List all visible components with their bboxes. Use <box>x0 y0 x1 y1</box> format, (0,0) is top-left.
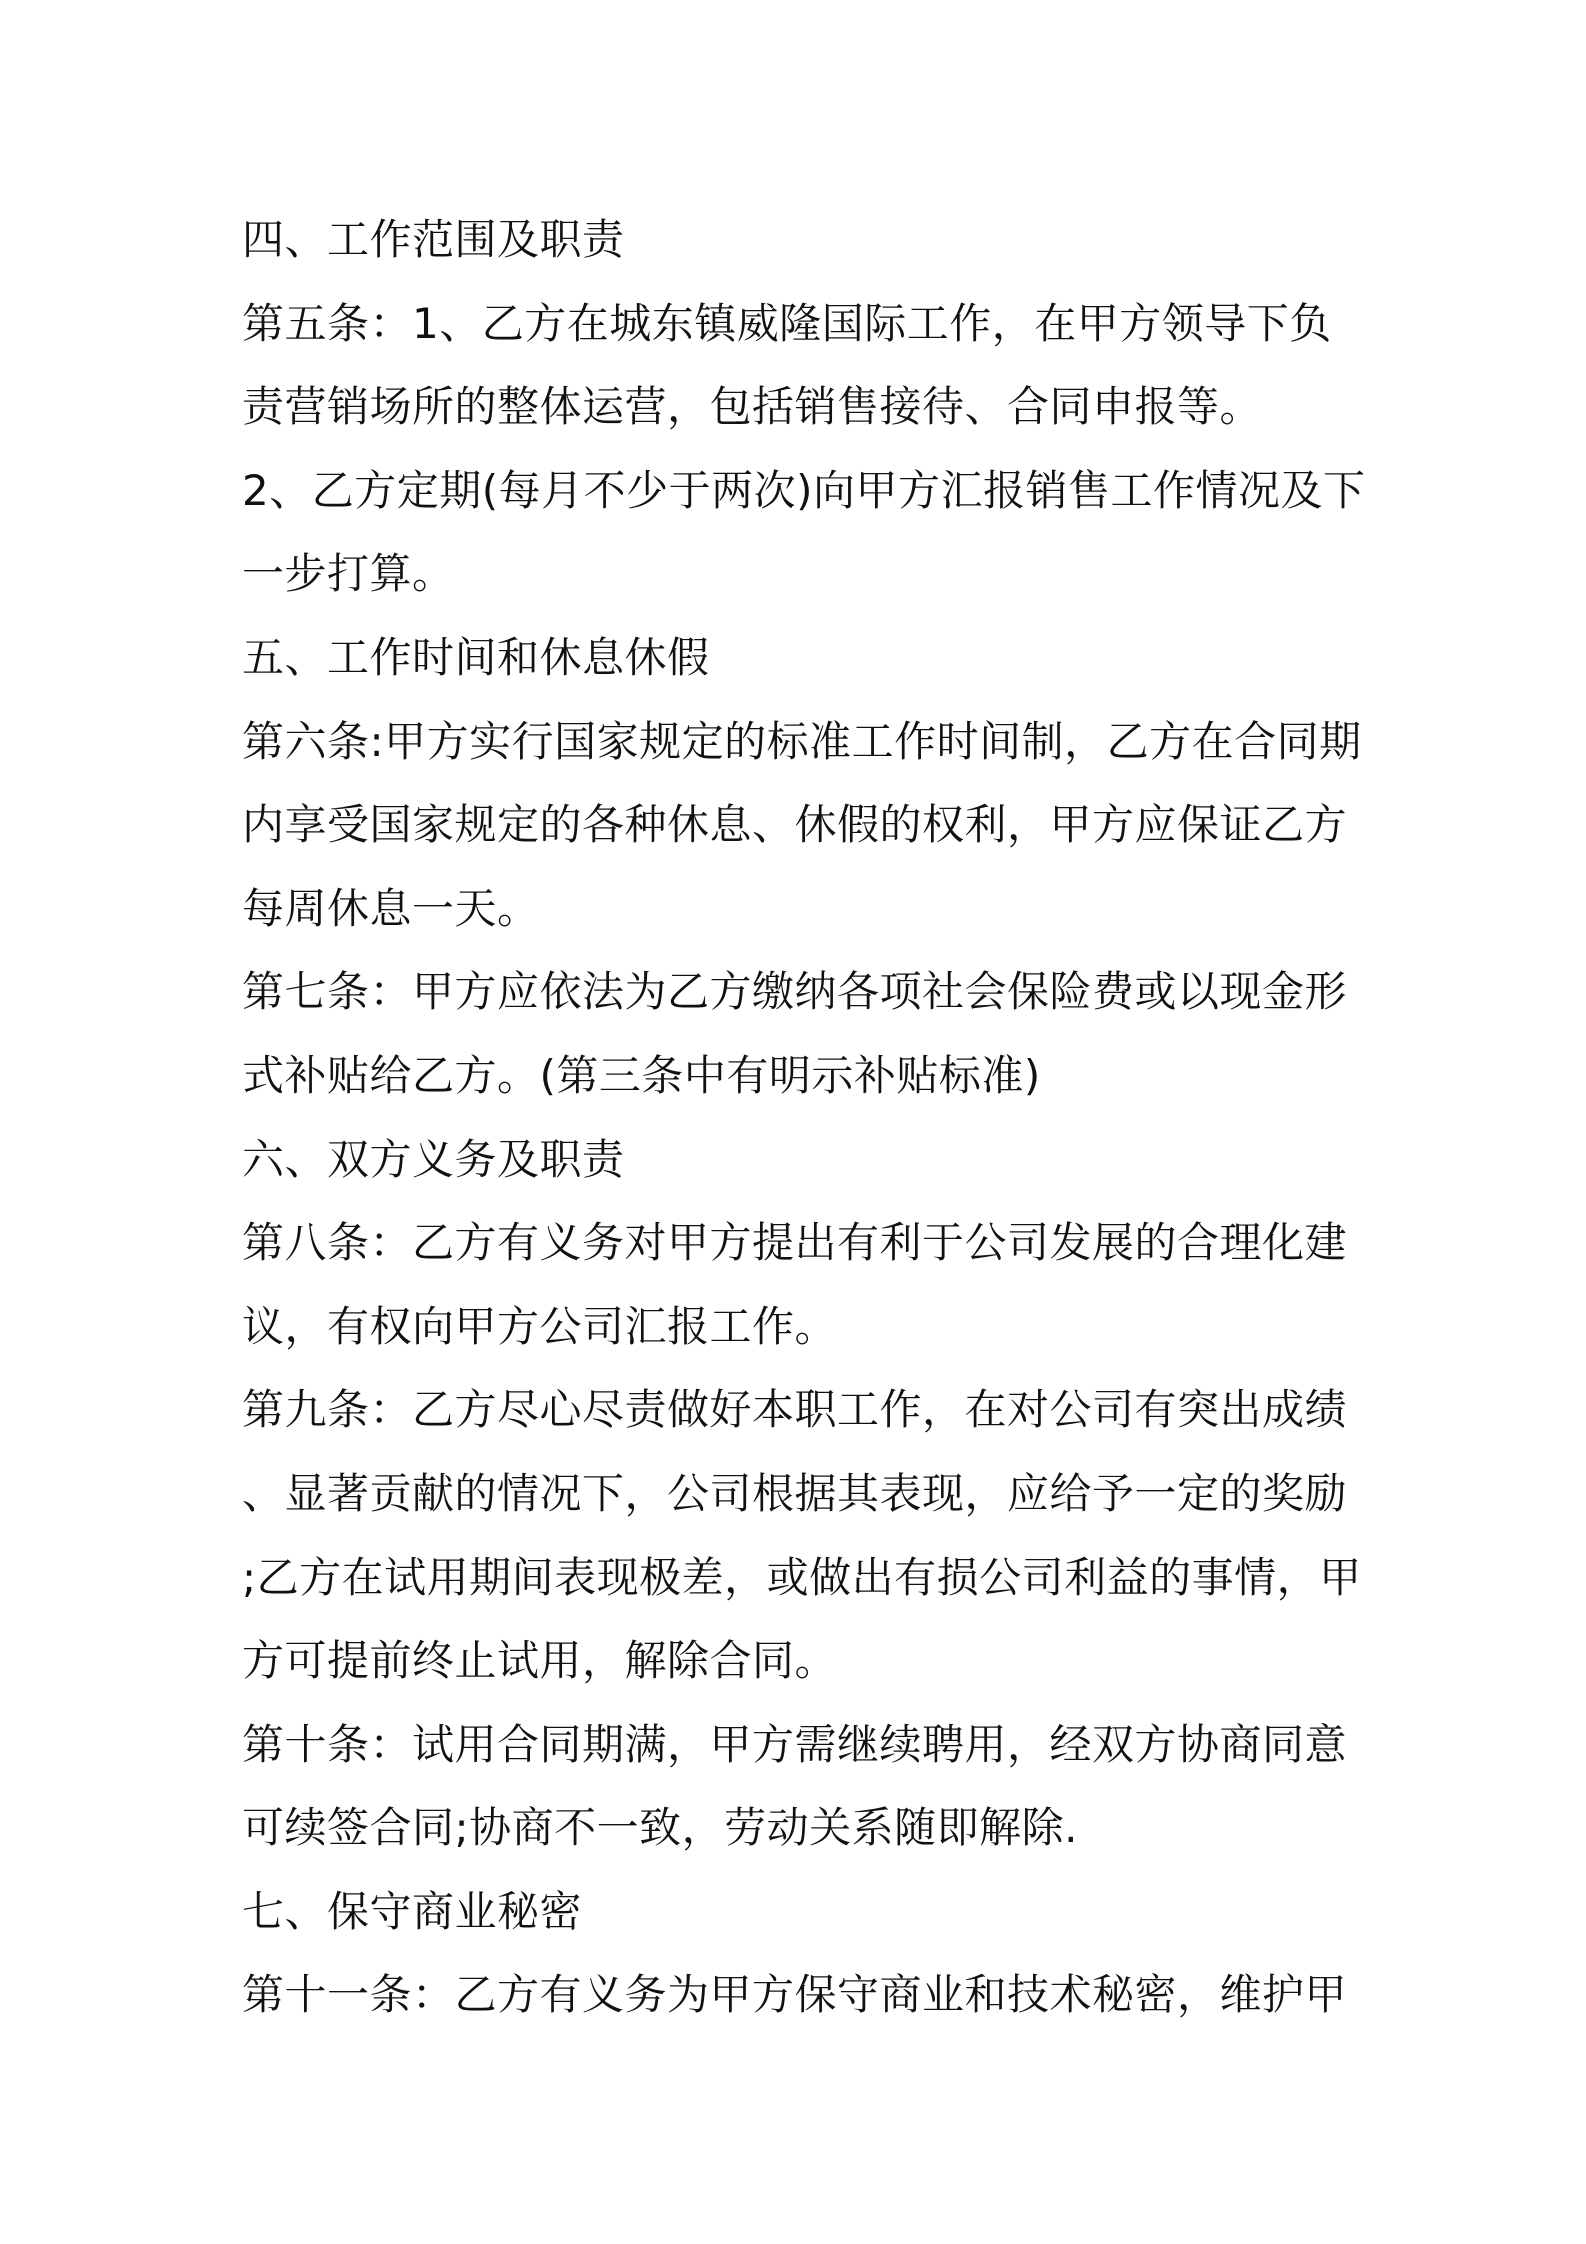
section-heading-five: 五、工作时间和休息休假 <box>242 632 710 682</box>
section-heading-seven: 七、保守商业秘密 <box>242 1886 583 1936</box>
article-six-line-3: 每周休息一天。 <box>242 883 540 933</box>
article-five-item-2-line-1: 2、乙方定期(每月不少于两次)向甲方汇报销售工作情况及下 <box>242 465 1366 515</box>
article-five-line-1: 第五条：1、乙方在城东镇威隆国际工作，在甲方领导下负 <box>242 298 1332 348</box>
article-eleven-line-1: 第十一条：乙方有义务为甲方保守商业和技术秘密，维护甲 <box>242 1970 1348 2020</box>
article-five-item-2-line-2: 一步打算。 <box>242 549 455 599</box>
article-nine-line-2: 、显著贡献的情况下，公司根据其表现，应给予一定的奖励 <box>242 1468 1348 1518</box>
article-seven-line-2: 式补贴给乙方。(第三条中有明示补贴标准) <box>242 1050 1041 1100</box>
article-nine-line-1: 第九条：乙方尽心尽责做好本职工作，在对公司有突出成绩 <box>242 1385 1348 1435</box>
article-ten-line-1: 第十条：试用合同期满，甲方需继续聘用，经双方协商同意 <box>242 1719 1348 1769</box>
section-heading-four: 四、工作范围及职责 <box>242 215 625 264</box>
section-heading-six: 六、双方义务及职责 <box>242 1134 625 1184</box>
article-eight-line-2: 议，有权向甲方公司汇报工作。 <box>242 1301 838 1351</box>
document-body <box>242 198 1366 2037</box>
article-six-line-1: 第六条:甲方实行国家规定的标准工作时间制，乙方在合同期 <box>242 716 1362 766</box>
article-five-line-2: 责营销场所的整体运营，包括销售接待、合同申报等。 <box>242 382 1263 432</box>
article-nine-line-4: 方可提前终止试用，解除合同。 <box>242 1636 838 1686</box>
article-seven-line-1: 第七条：甲方应依法为乙方缴纳各项社会保险费或以现金形 <box>242 967 1348 1017</box>
article-ten-line-2: 可续签合同;协商不一致，劳动关系随即解除. <box>242 1803 1079 1853</box>
article-nine-line-3: ;乙方在试用期间表现极差，或做出有损公司利益的事情，甲 <box>242 1552 1362 1602</box>
article-eight-line-1: 第八条：乙方有义务对甲方提出有利于公司发展的合理化建 <box>242 1218 1348 1268</box>
article-six-line-2: 内享受国家规定的各种休息、休假的权利，甲方应保证乙方 <box>242 800 1348 850</box>
